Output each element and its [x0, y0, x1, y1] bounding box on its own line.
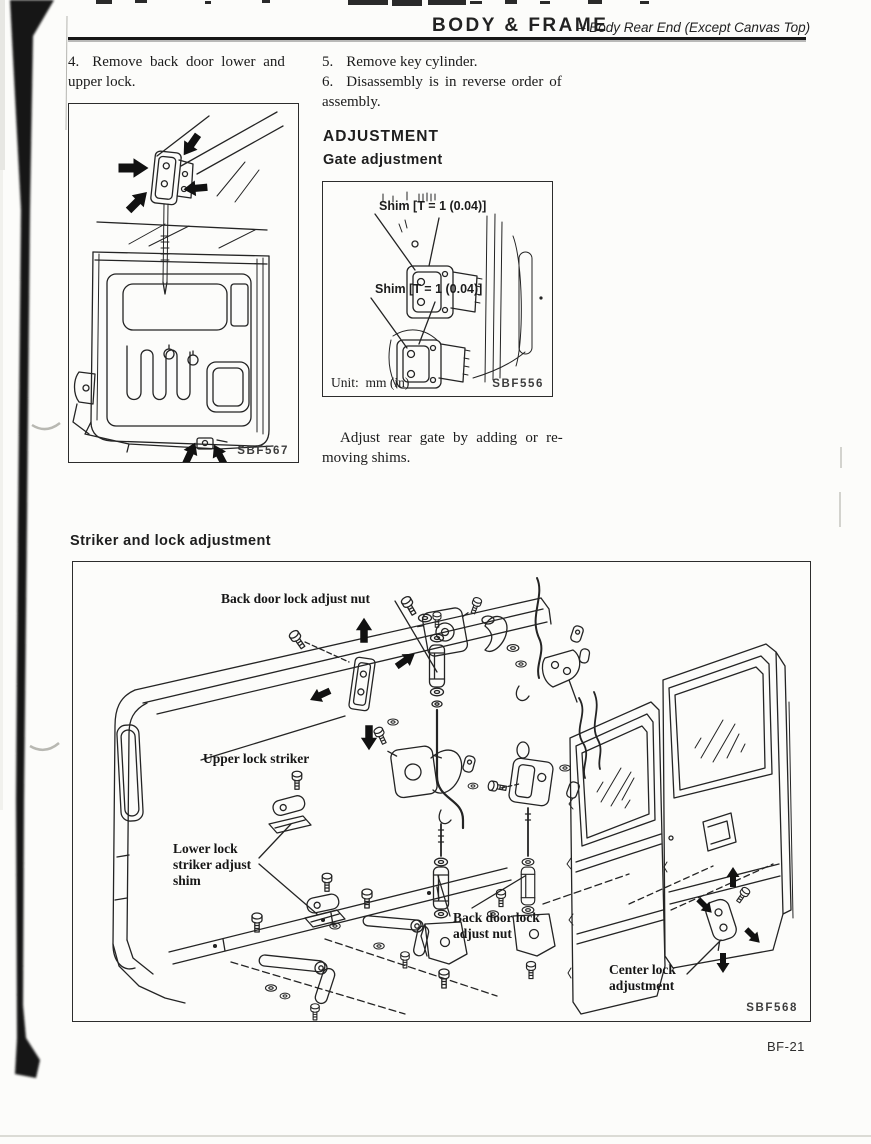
- figure-code: SBF567: [237, 445, 289, 457]
- label-adjust-nut-bottom: Back door lock adjust nut: [453, 910, 540, 941]
- back-door-drawing: [69, 104, 298, 462]
- figure-code: SBF568: [746, 1002, 798, 1014]
- center-rod-assembly: [487, 742, 580, 979]
- shim-label-bottom: Shim [T = 1 (0.04)]: [375, 282, 483, 296]
- step-5: [322, 52, 477, 72]
- clipped-top-text: [96, 0, 649, 6]
- center-lock: [703, 886, 751, 950]
- step-number: 5.: [322, 54, 334, 70]
- lower-lock-assembly: [373, 719, 478, 824]
- label-center-lock: Center lock adjustment: [609, 962, 676, 993]
- step-text: Remove back door lower and: [92, 54, 285, 70]
- step-text: Disassembly is in reverse order of: [346, 74, 562, 90]
- step-number: 4.: [68, 54, 80, 70]
- label-adjust-nut-top: Back door lock adjust nut: [221, 591, 371, 606]
- step-4-line-1: [68, 52, 285, 72]
- section-subtitle: – Body Rear End (Except Canvas Top): [578, 20, 811, 35]
- figure-code: SBF556: [492, 378, 544, 390]
- lower-striker-shims: [269, 771, 345, 927]
- striker-adjustment-heading: Striker and lock adjustment: [70, 533, 271, 549]
- striker-arrows: [307, 618, 419, 751]
- van-outline: [113, 598, 629, 1014]
- gate-note-line-1: Adjust rear gate by adding or re-: [340, 430, 563, 446]
- leader-center-lock: [687, 940, 721, 974]
- binder-hole-shadow: [32, 423, 60, 429]
- adjust-rod-upper: [430, 612, 464, 828]
- step-6-line-2: assembly.: [322, 94, 381, 110]
- rear-door-panels: [567, 644, 793, 1014]
- figure-gate-shim: [322, 181, 553, 397]
- unit-note: Unit: mm (in): [331, 375, 410, 390]
- page-number: BF-21: [767, 1039, 805, 1054]
- binding-strip: [10, 0, 54, 1078]
- adjustment-heading: ADJUSTMENT: [323, 128, 439, 145]
- step-6-line-1: [322, 72, 562, 92]
- header-rule: [68, 37, 806, 40]
- figure-striker-lock: [72, 561, 811, 1022]
- step-4-line-2: upper lock.: [68, 74, 136, 90]
- figure-back-door: [68, 103, 299, 463]
- step-number: 6.: [322, 74, 334, 90]
- shim-label-top: Shim [T = 1 (0.04)]: [379, 199, 487, 213]
- step-text: Remove key cylinder.: [346, 54, 478, 70]
- page-edge-shade: [0, 0, 5, 170]
- section-title: BODY & FRAME: [432, 15, 609, 36]
- adjust-rod-lower: [421, 824, 467, 988]
- label-upper-striker: Upper lock striker: [203, 751, 310, 766]
- binder-hole-shadow: [30, 743, 59, 750]
- striker-lock-drawing: [73, 562, 810, 1021]
- label-lower-shim: Lower lock striker adjust shim: [173, 841, 252, 888]
- lever-arm-hardware: [252, 889, 506, 1020]
- gate-note-line-2: moving shims.: [322, 450, 411, 466]
- gate-adjustment-heading: Gate adjustment: [323, 152, 443, 168]
